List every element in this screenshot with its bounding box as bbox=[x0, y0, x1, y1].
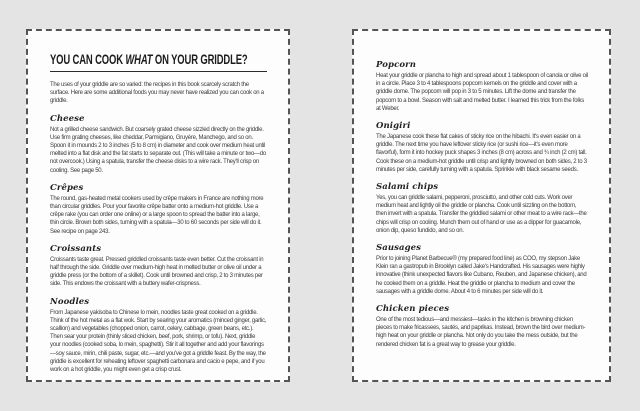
section-body: The Japanese cook these flat cakes of sticky rice on the hibachi. It's even easier on a griddle. The next time you have leftover sticky rice (or sushi rice—it's even more flavorful), form it into hockey puck shapes 3 inches (8 cm) across and ¾ inch (2 cm) tall. Cook these on a medium-hot griddle until crisp and lightly browned on both sides, 2 to 3 minutes per side, carefully turning with a spatula. Sprinkle with black sesame seeds. bbox=[376, 134, 587, 173]
section-body: Not a grilled cheese sandwich. But coarsely grated cheese sizzled directly on the griddle. Use firm grating cheeses, like cheddar, Parmigiano, Gruyère, Manchego, and so on. Spoon it in mounds 2 to 3 inches (5 to 8 cm) in diameter and cook over medium heat until melted into a flat disk and the fat starts to separate out. (This will take a minute or two—do not overcook.) Using a spatula, transfer the cheese disks to a wire rack. They'll crisp on cooling. See page 50. bbox=[50, 126, 266, 174]
section-croissants bbox=[50, 244, 267, 289]
section-body: The round, gas-heated metal cookers used by crêpe makers in France are nothing more than circular griddles. Pour your favorite crêpe batter onto a medium-hot griddle. Use a crêpe rake (you can order one online) or a large spoon to spread the batter into a large, thin circle. Brown both sides, turning with a spatula—30 to 60 seconds per side will do it. See recipe on page 243. bbox=[50, 195, 264, 235]
section-body: Heat your griddle or plancha to high and spread about 1 tablespoon of canola or olive oil in a circle. Place 3 to 4 tablespoons popcorn kernels on the griddle and cover with a griddle dome. The popcorn will pop in 3 to 5 minutes. Lift the dome and transfer the popcorn to a bowl. Season with salt and melted butter. I learned this trick from the folks at Weber. bbox=[376, 73, 588, 112]
section-body: One of the most tedious—and messiest—tasks in the kitchen is browning chicken pieces to make fricassees, sautés, and paprikas. Instead, brown the bird over medium-high heat on your griddle or plancha. Not only do you take the mess outside, but the rendered chicken fat is a great way to grease your griddle. bbox=[376, 317, 586, 348]
left-page bbox=[26, 29, 290, 382]
section-sausages bbox=[376, 243, 588, 296]
section-heading: Popcorn bbox=[376, 60, 416, 70]
left-page-content bbox=[28, 31, 288, 374]
section-body: From Japanese yakisoba to Chinese lo mein, noodles taste great cooked on a griddle. Think of the hot metal as a flat wok. Start by searing your aromatics (minced ginger, garlic, scallion) and vegetables (chopped onion, carrot, celery, cabbage, green beans, etc.). Then sear your protein (thinly sliced chicken, beef, pork, shrimp, or tofu). Next, griddle your noodles (cooked soba, lo mein, spaghetti). Stir it all together and add your flavorings—soy sauce, mirin, chili paste, sugar, etc.—and you've got a griddle feast. By the way, the griddle is excellent for reheating leftover spaghetti carbonara and cacio e pepe, and if you work on a hot griddle, you might even get a crisp crust. bbox=[50, 309, 267, 374]
title-underline bbox=[50, 71, 267, 72]
section-heading: Cheese bbox=[50, 113, 85, 124]
section-chicken-pieces bbox=[376, 304, 588, 349]
section-popcorn bbox=[376, 60, 588, 113]
section-heading: Sausages bbox=[376, 243, 422, 254]
section-heading: Crêpes bbox=[50, 182, 84, 193]
section-heading: Croissants bbox=[50, 243, 102, 254]
section-heading: Noodles bbox=[50, 296, 90, 307]
page-title-pre: YOU CAN COOK bbox=[50, 52, 126, 67]
section-body: Prior to joining Planet Barbecue® (my prepared food line) as COO, my stepson Jake Klein ran a gastropub in Brooklyn called Jake's Handcrafted. His sausages were highly innovative (think unexpected flavors like Cubano, Reuben, and Japanese chicken), and he cooked them on a griddle. Heat the griddle or plancha to medium and cover the sausages with a griddle dome. About 4 to 6 minutes per side will do it. bbox=[376, 256, 587, 295]
intro-paragraph: The uses of your griddle are so varied: the recipes in this book scarcely scratch the surface. Here are some additional foods you may never have realized you can cook on a griddle. bbox=[50, 82, 264, 105]
section-noodles bbox=[50, 297, 267, 375]
page-title-emphasis: WHAT bbox=[125, 52, 153, 67]
section-heading: Onigiri bbox=[376, 121, 411, 132]
section-heading: Salami chips bbox=[376, 182, 439, 193]
right-page-content bbox=[354, 31, 609, 349]
section-body: Croissants taste great. Pressed griddled croissants taste even better. Cut the croissant in half through the side. Griddle over medium-high heat in melted butter or olive oil under a griddle press (or the bottom of a skillet). Cook until browned and crisp, 2 to 3 minutes per side. This endows the croissant with a buttery wafer-crispness. bbox=[50, 256, 264, 288]
section-onigiri bbox=[376, 121, 588, 174]
section-body: Yes, you can griddle salami, pepperoni, prosciutto, and other cold cuts. Work over medium heat and lightly oil the griddle or plancha. Cook until sizzling on the bottom, then invert with a spatula. Transfer the griddled salami or other meat to a wire rack—the chips will crisp on cooling. Munch them out of hand or use as a dipper for guacamole, onion dip, queso fundido, and so on. bbox=[376, 195, 587, 234]
section-heading: Chicken pieces bbox=[376, 304, 450, 315]
section-cheese bbox=[50, 114, 267, 175]
right-page bbox=[352, 29, 611, 382]
page-title bbox=[50, 52, 248, 67]
section-salami-chips bbox=[376, 182, 588, 235]
section-crepes bbox=[50, 183, 267, 236]
page-title-post: ON YOUR GRIDDLE? bbox=[152, 52, 248, 67]
